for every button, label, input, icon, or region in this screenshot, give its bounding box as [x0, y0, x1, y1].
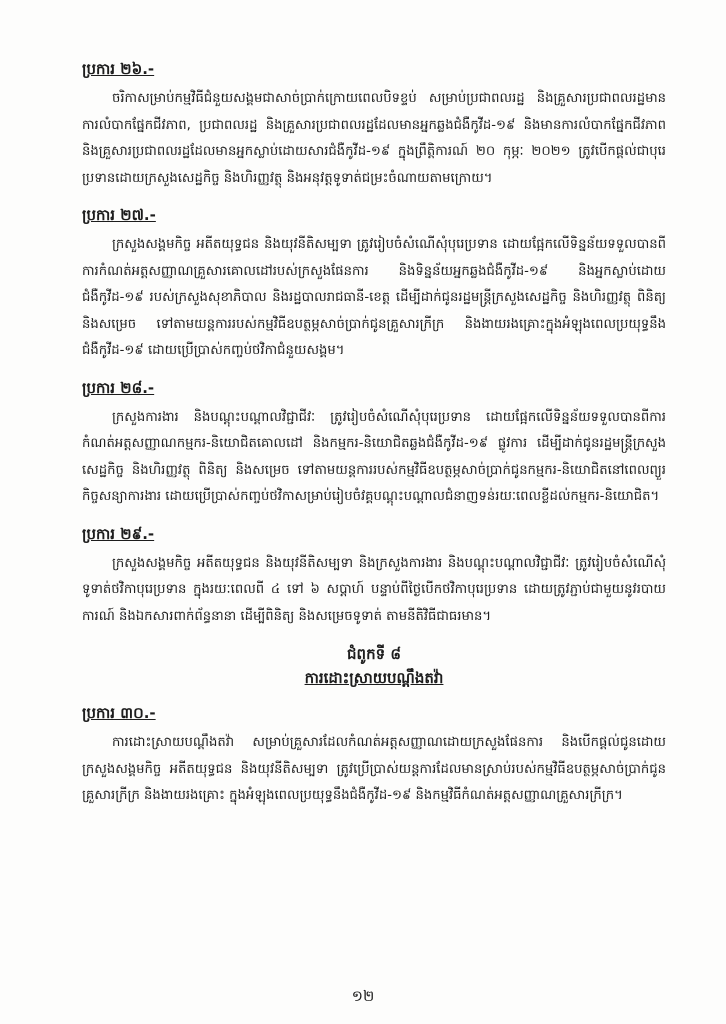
article-heading: ប្រការ ៣០.-	[82, 704, 156, 722]
article-heading: ប្រការ ២៩.-	[82, 524, 155, 543]
chapter-number: ជំពូកទី ៨	[347, 645, 401, 663]
article-26	[82, 58, 666, 192]
article-heading: ប្រការ ២៨.-	[82, 378, 155, 397]
article-heading: ប្រការ ២៦.-	[82, 60, 155, 78]
chapter-title: ការដោះស្រាយបណ្តឹងតវ៉ា	[304, 669, 444, 687]
article-29	[82, 523, 666, 631]
article-paragraph: ចរិកាសម្រាប់កម្មវិធីជំនួយសង្គមជាសាច់ប្រាក់ក្រោយពេលបិទខ្ទប់ សម្រាប់ប្រជាពលរដ្ឋ និងគ្រួសារប្រជាពលរដ្ឋមានការលំបាកផ្នែកជីវភាព, ប្រជាពលរដ្ឋ និងគ្រួសារប្រជាពលរដ្ឋដែលមានអ្នកឆ្លងជំងឺកូវីដ-១៩ និងមានការលំបាកផ្នែកជីវភាព និងគ្រួសារប្រជាពលរដ្ឋដែលមានអ្នកស្លាប់ដោយសារជំងឺកូវីដ-១៩ ក្នុងព្រឹត្តិការណ៍ ២០ កុម្ភៈ ២០២១ ត្រូវបើកផ្តល់ជាបុរេប្រទានដោយក្រសួងសេដ្ឋកិច្ច និងហិរញ្ញវត្ថុ និងអនុវត្តទូទាត់ជម្រះចំណាយតាមក្រោយ។	[82, 91, 666, 186]
chapter-header	[82, 642, 666, 690]
document-body	[82, 58, 666, 822]
article-30	[82, 702, 666, 810]
article-paragraph: ក្រសួងសង្គមកិច្ច អតីតយុទ្ធជន និងយុវនីតិសម្បទា និងក្រសួងការងារ និងបណ្តុះបណ្តាលវិជ្ជាជីវៈ ត្រូវរៀបចំសំណើសុំទូទាត់ថវិកាបុរេប្រទាន ក្នុងរយៈពេលពី ៤ ទៅ ៦ សប្តាហ៍ បន្ទាប់ពីថ្ងៃបើកថវិកាបុរេប្រទាន ដោយត្រូវភ្ជាប់ជាមួយនូវរបាយការណ៍ និងឯកសារពាក់ព័ន្ធនានា ដើម្បីពិនិត្យ និងសម្រេចទូទាត់ តាមនីតិវិធីជាធរមាន។	[82, 555, 666, 624]
page-number: ១២	[351, 987, 375, 1005]
article-28	[82, 377, 666, 511]
article-paragraph: ក្រសួងសង្គមកិច្ច អតីតយុទ្ធជន និងយុវនីតិសម្បទា ត្រូវរៀបចំសំណើសុំបុរេប្រទាន ដោយផ្អែកលើទិន្នន័យទទួលបានពីការកំណត់អត្តសញ្ញាណគ្រួសារគោលដៅរបស់ក្រសួងផែនការ និងទិន្នន័យអ្នកឆ្លងជំងឺកូវីដ-១៩ និងអ្នកស្លាប់ដោយជំងឺកូវីដ-១៩ របស់ក្រសួងសុខាភិបាល និងរដ្ឋបាលរាជធានី-ខេត្ត ដើម្បីដាក់ជូនរដ្ឋមន្ត្រីក្រសួងសេដ្ឋកិច្ច និងហិរញ្ញវត្ថុ ពិនិត្យ និងសម្រេច ទៅតាមយន្តការរបស់កម្មវិធីឧបត្ថម្ភសាច់ប្រាក់ជូនគ្រួសារក្រីក្រ និងងាយរងគ្រោះក្នុងអំឡុងពេលប្រយុទ្ធនឹងជំងឺកូវីដ-១៩ ដោយប្រើប្រាស់កញ្ចប់ថវិកាជំនួយសង្គម។	[82, 237, 666, 358]
article-paragraph: ការដោះស្រាយបណ្តឹងតវ៉ា សម្រាប់គ្រួសារដែលកំណត់អត្តសញ្ញាណដោយក្រសួងផែនការ និងបើកផ្តល់ជូនដោយក្រសួងសង្គមកិច្ច អតីតយុទ្ធជន និងយុវនីតិសម្បទា ត្រូវប្រើប្រាស់យន្តការដែលមានស្រាប់របស់កម្មវិធីឧបត្ថម្ភសាច់ប្រាក់ជូនគ្រួសារក្រីក្រ និងងាយរងគ្រោះ ក្នុងអំឡុងពេលប្រយុទ្ធនឹងជំងឺកូវីដ-១៩ និងកម្មវិធីកំណត់អត្តសញ្ញាណគ្រួសារក្រីក្រ។	[82, 735, 666, 803]
article-heading: ប្រការ ២៧.-	[82, 206, 156, 224]
article-27	[82, 204, 666, 365]
article-paragraph: ក្រសួងការងារ និងបណ្តុះបណ្តាលវិជ្ជាជីវៈ ត្រូវរៀបចំសំណើសុំបុរេប្រទាន ដោយផ្អែកលើទិន្នន័យទទួលបានពីការកំណត់អត្តសញ្ញាណកម្មករ-និយោជិតគោលដៅ និងកម្មករ-និយោជិតឆ្លងជំងឺកូវីដ-១៩ ផ្លូវការ ដើម្បីដាក់ជូនរដ្ឋមន្ត្រីក្រសួងសេដ្ឋកិច្ច និងហិរញ្ញវត្ថុ ពិនិត្យ និងសម្រេច ទៅតាមយន្តការរបស់កម្មវិធីឧបត្ថម្ភសាច់ប្រាក់ជូនកម្មករ-និយោជិតនៅពេលព្យួរកិច្ចសន្យាការងារ ដោយប្រើប្រាស់កញ្ចប់ថវិកាសម្រាប់រៀបចំវគ្គបណ្តុះបណ្តាលជំនាញទន់រយៈពេលខ្លីដល់កម្មករ-និយោជិត។	[82, 409, 666, 504]
